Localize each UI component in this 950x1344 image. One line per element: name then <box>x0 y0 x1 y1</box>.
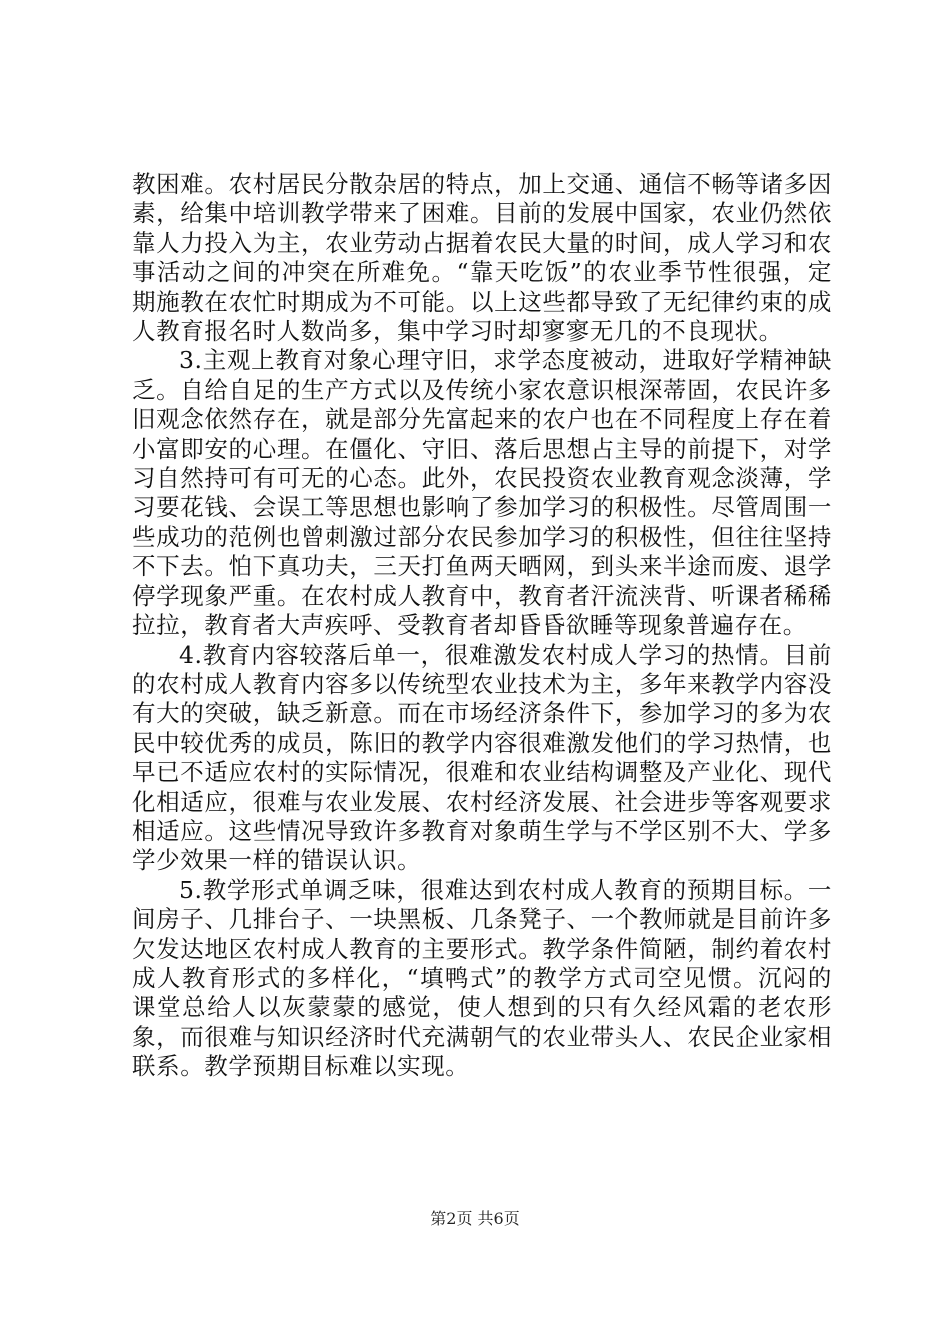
document-body <box>132 170 832 1082</box>
paragraph-point-5: 5.教学形式单调乏味，很难达到农村成人教育的预期目标。一间房子、几排台子、一块黑板、几条凳子、一个教师就是目前许多欠发达地区农村成人教育的主要形式。教学条件简陋，制约着农村成人教育形式的多样化，“填鸭式”的教学方式司空见惯。沉闷的课堂总给人以灰蒙蒙的感觉，使人想到的只有久经风霜的老农形象，而很难与知识经济时代充满朝气的农业带头人、农民企业家相联系。教学预期目标难以实现。 <box>132 875 832 1081</box>
paragraph-continuation: 教困难。农村居民分散杂居的特点，加上交通、通信不畅等诸多因素，给集中培训教学带来了困难。目前的发展中国家，农业仍然依靠人力投入为主，农业劳动占据着农民大量的时间，成人学习和农事活动之间的冲突在所难免。“靠天吃饭”的农业季节性很强，定期施教在农忙时期成为不可能。以上这些都导致了无纪律约束的成人教育报名时人数尚多，集中学习时却寥寥无几的不良现状。 <box>132 170 832 346</box>
paragraph-point-4: 4.教育内容较落后单一，很难激发农村成人学习的热情。目前的农村成人教育内容多以传统型农业技术为主，多年来教学内容没有大的突破，缺乏新意。而在市场经济条件下，参加学习的多为农民中较优秀的成员，陈旧的教学内容很难激发他们的学习热情，也早已不适应农村的实际情况，很难和农业结构调整及产业化、现代化相适应，很难与农业发展、农村经济发展、社会进步等客观要求相适应。这些情况导致许多教育对象萌生学与不学区别不大、学多学少效果一样的错误认识。 <box>132 640 832 875</box>
paragraph-point-3: 3.主观上教育对象心理守旧，求学态度被动，进取好学精神缺乏。自给自足的生产方式以及传统小家农意识根深蒂固，农民许多旧观念依然存在，就是部分先富起来的农户也在不同程度上存在着小富即安的心理。在僵化、守旧、落后思想占主导的前提下，对学习自然持可有可无的心态。此外，农民投资农业教育观念淡薄，学习要花钱、会误工等思想也影响了参加学习的积极性。尽管周围一些成功的范例也曾刺激过部分农民参加学习的积极性，但往往坚持不下去。怕下真功夫，三天打鱼两天晒网，到头来半途而废、退学停学现象严重。在农村成人教育中，教育者汗流浃背、听课者稀稀拉拉，教育者大声疾呼、受教育者却昏昏欲睡等现象普遍存在。 <box>132 346 832 640</box>
page-number-footer: 第2页 共6页 <box>430 1209 520 1228</box>
